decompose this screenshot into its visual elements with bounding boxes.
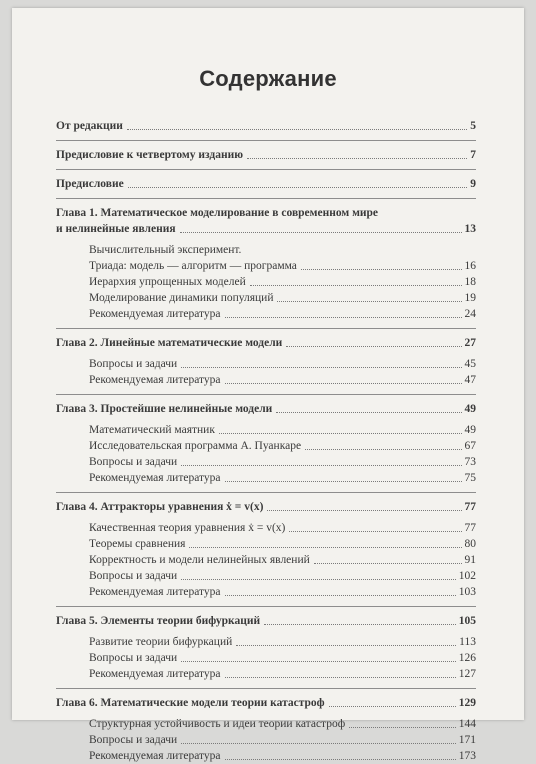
toc-entry-preface[interactable] [56, 176, 476, 192]
toc-subentry-page: 171 [458, 734, 476, 746]
toc-subentry-page: 173 [458, 750, 476, 762]
toc-subentry-page: 16 [464, 260, 476, 272]
toc-subentry[interactable] [56, 356, 476, 372]
toc-subentry-label: Качественная теория уравнения ẋ = v(x) [89, 522, 286, 534]
toc-subentry-page: 91 [464, 554, 476, 566]
toc-subentry-label: Моделирование динамики популяций [89, 292, 274, 304]
toc-subentry-page: 113 [459, 636, 476, 648]
toc-subentry[interactable] [56, 470, 476, 486]
dot-leader [329, 706, 456, 707]
toc-subentry[interactable] [56, 306, 476, 322]
toc-entry-page: 5 [470, 120, 476, 132]
toc-subentry[interactable] [56, 274, 476, 290]
toc-subentry-page: 18 [464, 276, 476, 288]
toc-entry-editorial[interactable] [56, 118, 476, 134]
dot-leader [349, 727, 456, 728]
toc-subentry-page: 45 [464, 358, 476, 370]
dot-leader [127, 129, 467, 130]
toc-entry-label: Предисловие к четвертому изданию [56, 149, 244, 161]
toc-subentry[interactable] [56, 634, 476, 650]
toc-subentry[interactable] [56, 290, 476, 306]
page-title: Содержание [199, 66, 337, 91]
divider [56, 606, 476, 607]
toc-subentry-label: Вопросы и задачи [89, 652, 178, 664]
toc-subentry[interactable] [56, 438, 476, 454]
toc-subentry[interactable] [56, 520, 476, 536]
chapter-title: Глава 4. Аттракторы уравнения ẋ = v(x) [56, 501, 264, 513]
divider [56, 492, 476, 493]
dot-leader [225, 383, 462, 384]
toc-subentry-page: 73 [464, 456, 476, 468]
toc-subentry[interactable] [56, 552, 476, 568]
divider [56, 198, 476, 199]
chapter-title: Глава 3. Простейшие нелинейные модели [56, 403, 273, 415]
toc-subentry[interactable] [56, 716, 476, 732]
toc-subentry[interactable] [56, 732, 476, 748]
toc-subentry-label: Вопросы и задачи [89, 358, 178, 370]
toc-subentry-label: Рекомендуемая литература [89, 472, 221, 484]
toc-subentry-page: 77 [464, 522, 476, 534]
chapter-page: 77 [464, 501, 476, 513]
dot-leader [225, 759, 456, 760]
divider [56, 169, 476, 170]
chapter-page: 105 [458, 615, 476, 627]
chapter-title: Глава 2. Линейные математические модели [56, 337, 283, 349]
toc-subentry-label: Математический маятник [89, 424, 215, 436]
toc-chapter-5[interactable] [56, 613, 476, 629]
chapter-page: 129 [458, 697, 476, 709]
dot-leader [181, 579, 456, 580]
chapter-title: Глава 5. Элементы теории бифуркаций [56, 615, 261, 627]
dot-leader [225, 677, 456, 678]
toc-subentry-label: Корректность и модели нелинейных явлений [89, 554, 310, 566]
toc-chapter-2[interactable] [56, 335, 476, 351]
toc-entry-label: От редакции [56, 120, 123, 132]
toc-subentry-label: Исследовательская программа А. Пуанкаре [89, 440, 302, 452]
toc-subentry-label: Рекомендуемая литература [89, 374, 221, 386]
chapter-page: 49 [464, 403, 476, 415]
toc-subentry-page: 144 [458, 718, 476, 730]
toc-entry-page: 7 [470, 149, 476, 161]
dot-leader [225, 481, 462, 482]
dot-leader [225, 595, 456, 596]
toc-chapter-6[interactable] [56, 695, 476, 711]
toc-entry-preface-4th[interactable] [56, 147, 476, 163]
toc-subentry[interactable] [56, 372, 476, 388]
toc-subentry-page: 75 [464, 472, 476, 484]
chapter-title-line1: Глава 1. Математическое моделирование в современном мире [56, 207, 379, 219]
toc-subentry[interactable] [56, 584, 476, 600]
dot-leader [286, 346, 461, 347]
toc-subentry-label: Иерархия упрощенных моделей [89, 276, 246, 288]
toc-chapter-1[interactable] [56, 205, 476, 237]
toc-subentry-page: 102 [458, 570, 476, 582]
toc-subentry[interactable] [56, 748, 476, 764]
toc-entry-page: 9 [470, 178, 476, 190]
dot-leader [181, 661, 456, 662]
dot-leader [314, 563, 462, 564]
dot-leader [236, 645, 456, 646]
toc-subentry-label: Вопросы и задачи [89, 456, 178, 468]
toc-subentry[interactable] [56, 666, 476, 682]
toc-subentry-page: 24 [464, 308, 476, 320]
dot-leader [289, 531, 461, 532]
toc-entry-label: Предисловие [56, 178, 124, 190]
dot-leader [181, 465, 461, 466]
toc-subentry-page: 80 [464, 538, 476, 550]
chapter-page: 13 [464, 223, 476, 235]
chapter-title: Глава 6. Математические модели теории катастроф [56, 697, 325, 709]
toc-subentry[interactable] [56, 454, 476, 470]
toc-subentry-label: Вопросы и задачи [89, 570, 178, 582]
toc-subentry[interactable] [56, 258, 476, 274]
toc-subentry-page: 49 [464, 424, 476, 436]
divider [56, 140, 476, 141]
toc-subentry[interactable] [56, 568, 476, 584]
toc-subentry-page: 126 [458, 652, 476, 664]
toc-subentry-label: Развитие теории бифуркаций [89, 636, 233, 648]
toc-subentry-label: Рекомендуемая литература [89, 308, 221, 320]
dot-leader [277, 301, 461, 302]
dot-leader [276, 412, 461, 413]
dot-leader [189, 547, 461, 548]
toc-subentry-label: Структурная устойчивость и идеи теории катастроф [89, 718, 346, 730]
toc-subentry-label: Рекомендуемая литература [89, 750, 221, 762]
dot-leader [180, 232, 462, 233]
dot-leader [128, 187, 468, 188]
divider [56, 328, 476, 329]
dot-leader [305, 449, 461, 450]
toc-subentry-page: 67 [464, 440, 476, 452]
toc-subentry[interactable] [56, 536, 476, 552]
chapter-page: 27 [464, 337, 476, 349]
toc-chapter-4[interactable] [56, 499, 476, 515]
toc-subentry-label: Рекомендуемая литература [89, 668, 221, 680]
dot-leader [181, 743, 456, 744]
dot-leader [267, 510, 461, 511]
dot-leader [264, 624, 456, 625]
dot-leader [225, 317, 462, 318]
toc-subentry-label: Вопросы и задачи [89, 734, 178, 746]
toc-subentry-pre-line: Вычислительный эксперимент. [89, 244, 242, 256]
dot-leader [219, 433, 462, 434]
toc-subentry-label: Рекомендуемая литература [89, 586, 221, 598]
toc-subentry-page: 47 [464, 374, 476, 386]
book-page [12, 8, 524, 762]
toc-chapter-3[interactable] [56, 401, 476, 417]
toc-subentry-page: 19 [464, 292, 476, 304]
chapter-title-line2: и нелинейные явления [56, 223, 176, 235]
divider [56, 688, 476, 689]
toc-subentry-page: 103 [458, 586, 476, 598]
table-of-contents [56, 118, 476, 764]
dot-leader [301, 269, 462, 270]
toc-subentry[interactable] [56, 422, 476, 438]
dot-leader [250, 285, 462, 286]
toc-subentry-page: 127 [458, 668, 476, 680]
toc-subentry-label: Теоремы сравнения [89, 538, 186, 550]
toc-subentry-label: Триада: модель — алгоритм — программа [89, 260, 297, 272]
dot-leader [247, 158, 467, 159]
dot-leader [181, 367, 461, 368]
divider [56, 394, 476, 395]
toc-subentry[interactable] [56, 650, 476, 666]
